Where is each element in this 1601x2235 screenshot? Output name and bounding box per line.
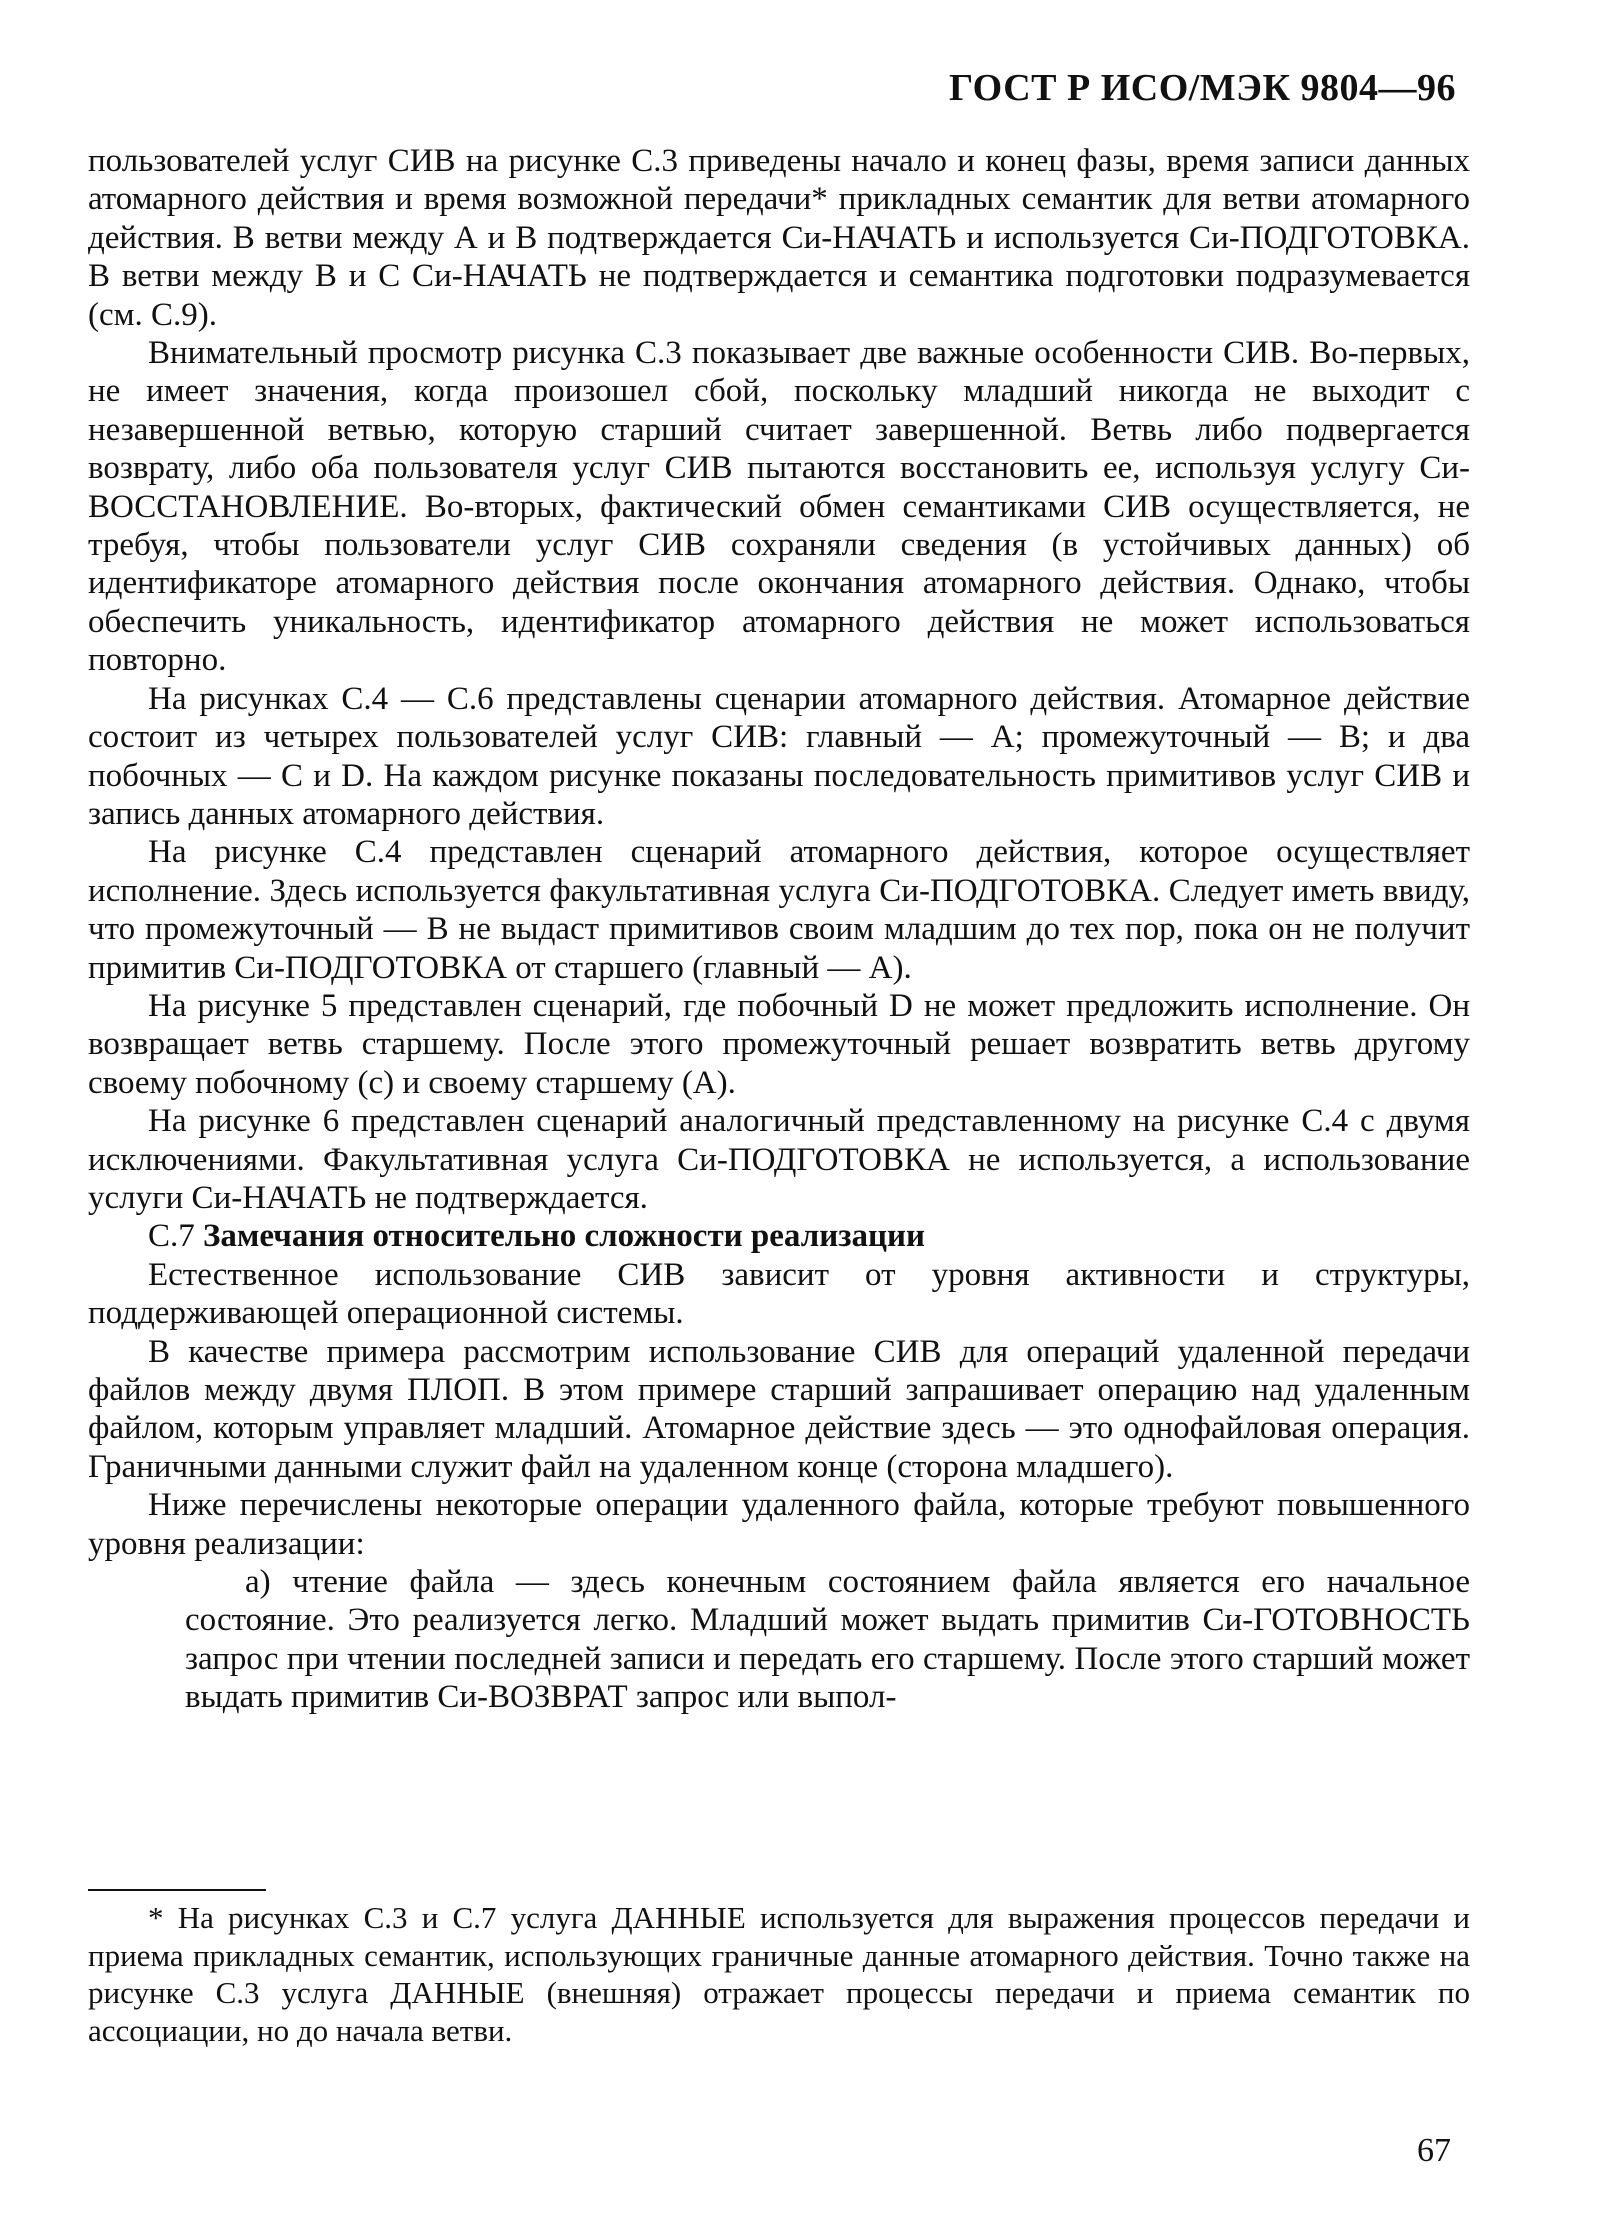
paragraph: В качестве примера рассмотрим использование СИВ для операций удаленной передачи файлов между двумя ПЛОП. В этом примере старший запрашивает операцию над удаленным файлом, которым управляет младший. Атомарное действие здесь — это однофайловая операция. Граничными данными служит файл на удаленном конце (сторона младшего). [88,1333,1470,1485]
footnote-text: * На рисунках С.3 и С.7 услуга ДАННЫЕ используется для выражения процессов передачи и приема прикладных семантик, использующих граничные данные атомарного действия. Точно также на рисунке С.3 услуга ДАННЫЕ (внешняя) отражает процессы передачи и приема семантик по ассоциации, но до начала ветви. [88,1900,1470,2048]
paragraph: На рисунке С.4 представлен сценарий атомарного действия, которое осуществляет исполнение. Здесь используется факультативная услуга Си-ПОДГОТОВКА. Следует иметь ввиду, что промежуточный — В не выдаст примитивов своим младшим до тех пор, пока он не получит примитив Си-ПОДГОТОВКА от старшего (главный — А). [88,834,1470,986]
paragraph: На рисунке 5 представлен сценарий, где побочный D не может предложить исполнение. Он возвращает ветвь старшему. После этого промежуточный решает возвратить ветвь другому своему побочному (с) и своему старшему (А). [88,987,1470,1101]
list-item: а) чтение файла — здесь конечным состоянием файла является его начальное состояние. Это реализуется легко. Младший может выдать примитив Си-ГОТОВНОСТЬ запрос при чтении последней записи и передать его старшему. После этого старший может выдать примитив Си-ВОЗВРАТ запрос или выпол- [185,1564,1470,1716]
page-number: 67 [1417,2132,1451,2169]
section-number: С.7 [148,1218,195,1255]
section-heading [88,1217,1470,1255]
paragraph: Внимательный просмотр рисунка С.3 показывает две важные особенности СИВ. Во-первых, не имеет значения, когда произошел сбой, поскольку младший никогда не выходит с незавершенной ветвью, которую старший считает завершенной. Ветвь либо подвергается возврату, либо оба пользователя услуг СИВ пытаются восстановить ее, используя услугу Си-ВОССТАНОВЛЕНИЕ. Во-вторых, фактический обмен семантиками СИВ осуществляется, не требуя, чтобы пользователи услуг СИВ сохраняли сведения (в устойчивых данных) об идентификаторе атомарного действия после окончания атомарного действия. Однако, чтобы обеспечить уникальность, идентификатор атомарного действия не может использоваться повторно. [88,335,1470,679]
paragraph: Ниже перечислены некоторые операции удаленного файла, которые требуют повышенного уровня реализации: [88,1487,1470,1562]
main-text [88,142,1470,1717]
paragraph: На рисунке 6 представлен сценарий аналогичный представленному на рисунке С.4 с двумя исключениями. Факультативная услуга Си-ПОДГОТОВКА не используется, а использование услуги Си-НАЧАТЬ не подтверждается. [88,1103,1470,1216]
paragraph: Естественное использование СИВ зависит от уровня активности и структуры, поддерживающей операционной системы. [88,1256,1470,1332]
paragraph: пользователей услуг СИВ на рисунке С.3 приведены начало и конец фазы, время записи данных атомарного действия и время возможной передачи* прикладных семантик для ветви атомарного действия. В ветви между А и В подтверждается Си-НАЧАТЬ и используется Си-ПОДГОТОВКА. В ветви между В и С Си-НАЧАТЬ не подтверждается и семантика подготовки подразумевается (см. С.9). [88,143,1470,333]
section-title: Замечания относительно сложности реализации [203,1218,926,1255]
paragraph: На рисунках С.4 — С.6 представлены сценарии атомарного действия. Атомарное действие состоит из четырех пользователей услуг СИВ: главный — А; промежуточный — В; и два побочных — С и D. На каждом рисунке показаны последовательность примитивов услуг СИВ и запись данных атомарного действия. [88,680,1470,832]
page-header: ГОСТ Р ИСО/МЭК 9804—96 [948,67,1456,109]
footnote-divider [88,1889,266,1891]
footnote [88,1899,1470,2049]
